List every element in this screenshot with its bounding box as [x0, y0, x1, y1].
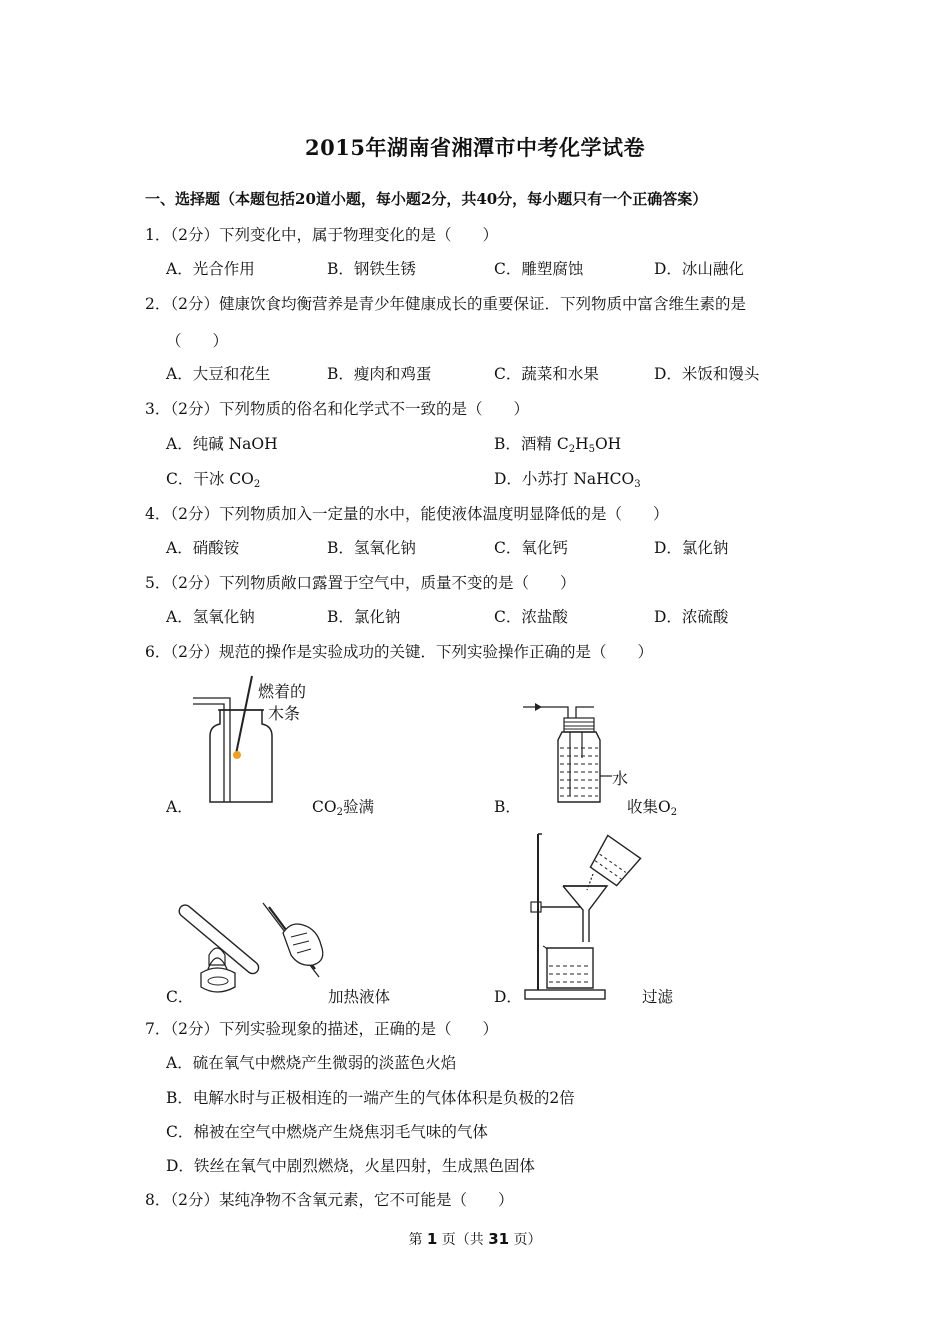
question-6 — [145, 640, 653, 662]
question-5 — [145, 571, 576, 593]
option-a: A．硫在氧气中燃烧产生微弱的淡蓝色火焰 — [166, 1054, 457, 1072]
option-d: D．小苏打 NaHCO$_3$ — [494, 470, 641, 490]
option-b: B．酒精 $C_2H_5OH$ — [494, 435, 622, 455]
question-stem: （2分）某纯净物不含氧元素，它不可能是（ ） — [170, 1191, 514, 1209]
option-c: C．蔬菜和水果 — [494, 365, 599, 383]
option-b: B．瘦肉和鸡蛋 — [327, 365, 432, 383]
question-stem: （2分）下列物质加入一定量的水中，能使液体温度明显降低的是（ ） — [170, 505, 669, 523]
question-stem: （2分）下列物质敞口露置于空气中，质量不变的是（ ） — [170, 574, 576, 592]
option-a: A．硝酸铵 — [166, 539, 240, 557]
figure-heat-liquid — [195, 885, 335, 1005]
option-b: B．氢氧化钠 — [327, 539, 416, 557]
question-number: 3． — [145, 400, 171, 418]
option-a: A．氢氧化钠 — [166, 608, 255, 626]
option-a: A．纯碱 NaOH — [166, 435, 278, 453]
option-c: C．浓盐酸 — [494, 608, 568, 626]
option-d: D．冰山融化 — [654, 260, 744, 278]
option-a: A．大豆和花生 — [166, 365, 271, 383]
figure-collect-o2 — [520, 696, 620, 808]
option-b: B． — [494, 798, 521, 816]
option-b: B．氯化钠 — [327, 608, 401, 626]
question-3 — [145, 397, 529, 419]
option-d: D．氯化钠 — [654, 539, 729, 557]
question-stem: （2分）下列变化中，属于物理变化的是（ ） — [170, 226, 498, 244]
question-number: 6． — [145, 643, 171, 661]
question-number: 4． — [145, 505, 171, 523]
question-stem: （2分）规范的操作是实验成功的关键．下列实验操作正确的是（ ） — [170, 643, 653, 661]
question-number: 5． — [145, 574, 171, 592]
figure-caption: $CO_2$验满 — [312, 798, 374, 818]
option-c: C． — [166, 988, 194, 1006]
question-7 — [145, 1017, 498, 1039]
option-d: D．铁丝在氧气中剧烈燃烧，火星四射，生成黑色固体 — [166, 1157, 535, 1175]
option-c: C．雕塑腐蚀 — [494, 260, 584, 278]
option-c: C．干冰 $CO_2$ — [166, 470, 261, 490]
figure-caption: 加热液体 — [328, 988, 391, 1006]
question-stem: （2分）健康饮食均衡营养是青少年健康成长的重要保证．下列物质中富含维生素的是 — [170, 295, 746, 313]
option-d: D．浓硫酸 — [654, 608, 729, 626]
figure-caption: 过滤 — [642, 988, 674, 1006]
figure-filtration — [525, 830, 645, 1002]
question-number: 8． — [145, 1191, 171, 1209]
question-4 — [145, 502, 669, 524]
question-stem: （2分）下列物质的俗名和化学式不一致的是（ ） — [170, 400, 529, 418]
page-footer: 第 1 页（共 31 页） — [408, 1230, 542, 1248]
section-heading: 一、选择题（本题包括20道小题，每小题2分，共40分，每小题只有一个正确答案） — [145, 190, 708, 208]
option-c: C．棉被在空气中燃烧产生烧焦羽毛气味的气体 — [166, 1123, 488, 1141]
option-a: A．光合作用 — [166, 260, 255, 278]
option-a: A． — [166, 798, 193, 816]
page-title: 2015年湖南省湘潭市中考化学试卷 — [305, 135, 645, 160]
question-8 — [145, 1188, 514, 1210]
question-stem-cont: （ ） — [166, 332, 229, 350]
option-b: B．电解水时与正极相连的一端产生的气体体积是负极的2倍 — [166, 1089, 575, 1107]
option-d: D． — [494, 988, 522, 1006]
option-d: D．米饭和馒头 — [654, 365, 760, 383]
question-1 — [145, 223, 498, 245]
question-number: 2． — [145, 295, 171, 313]
figure-label: 水 — [612, 769, 629, 788]
question-stem: （2分）下列实验现象的描述，正确的是（ ） — [170, 1020, 498, 1038]
figure-label: 燃着的 木条 — [258, 682, 307, 723]
page-number: 1 — [426, 1230, 438, 1248]
question-2 — [145, 292, 746, 314]
option-c: C．氧化钙 — [494, 539, 568, 557]
page-total: 31 — [488, 1230, 510, 1248]
option-b: B．钢铁生锈 — [327, 260, 416, 278]
question-number: 1． — [145, 226, 171, 244]
figure-caption: 收集$O_2$ — [627, 798, 678, 818]
question-number: 7． — [145, 1020, 171, 1038]
